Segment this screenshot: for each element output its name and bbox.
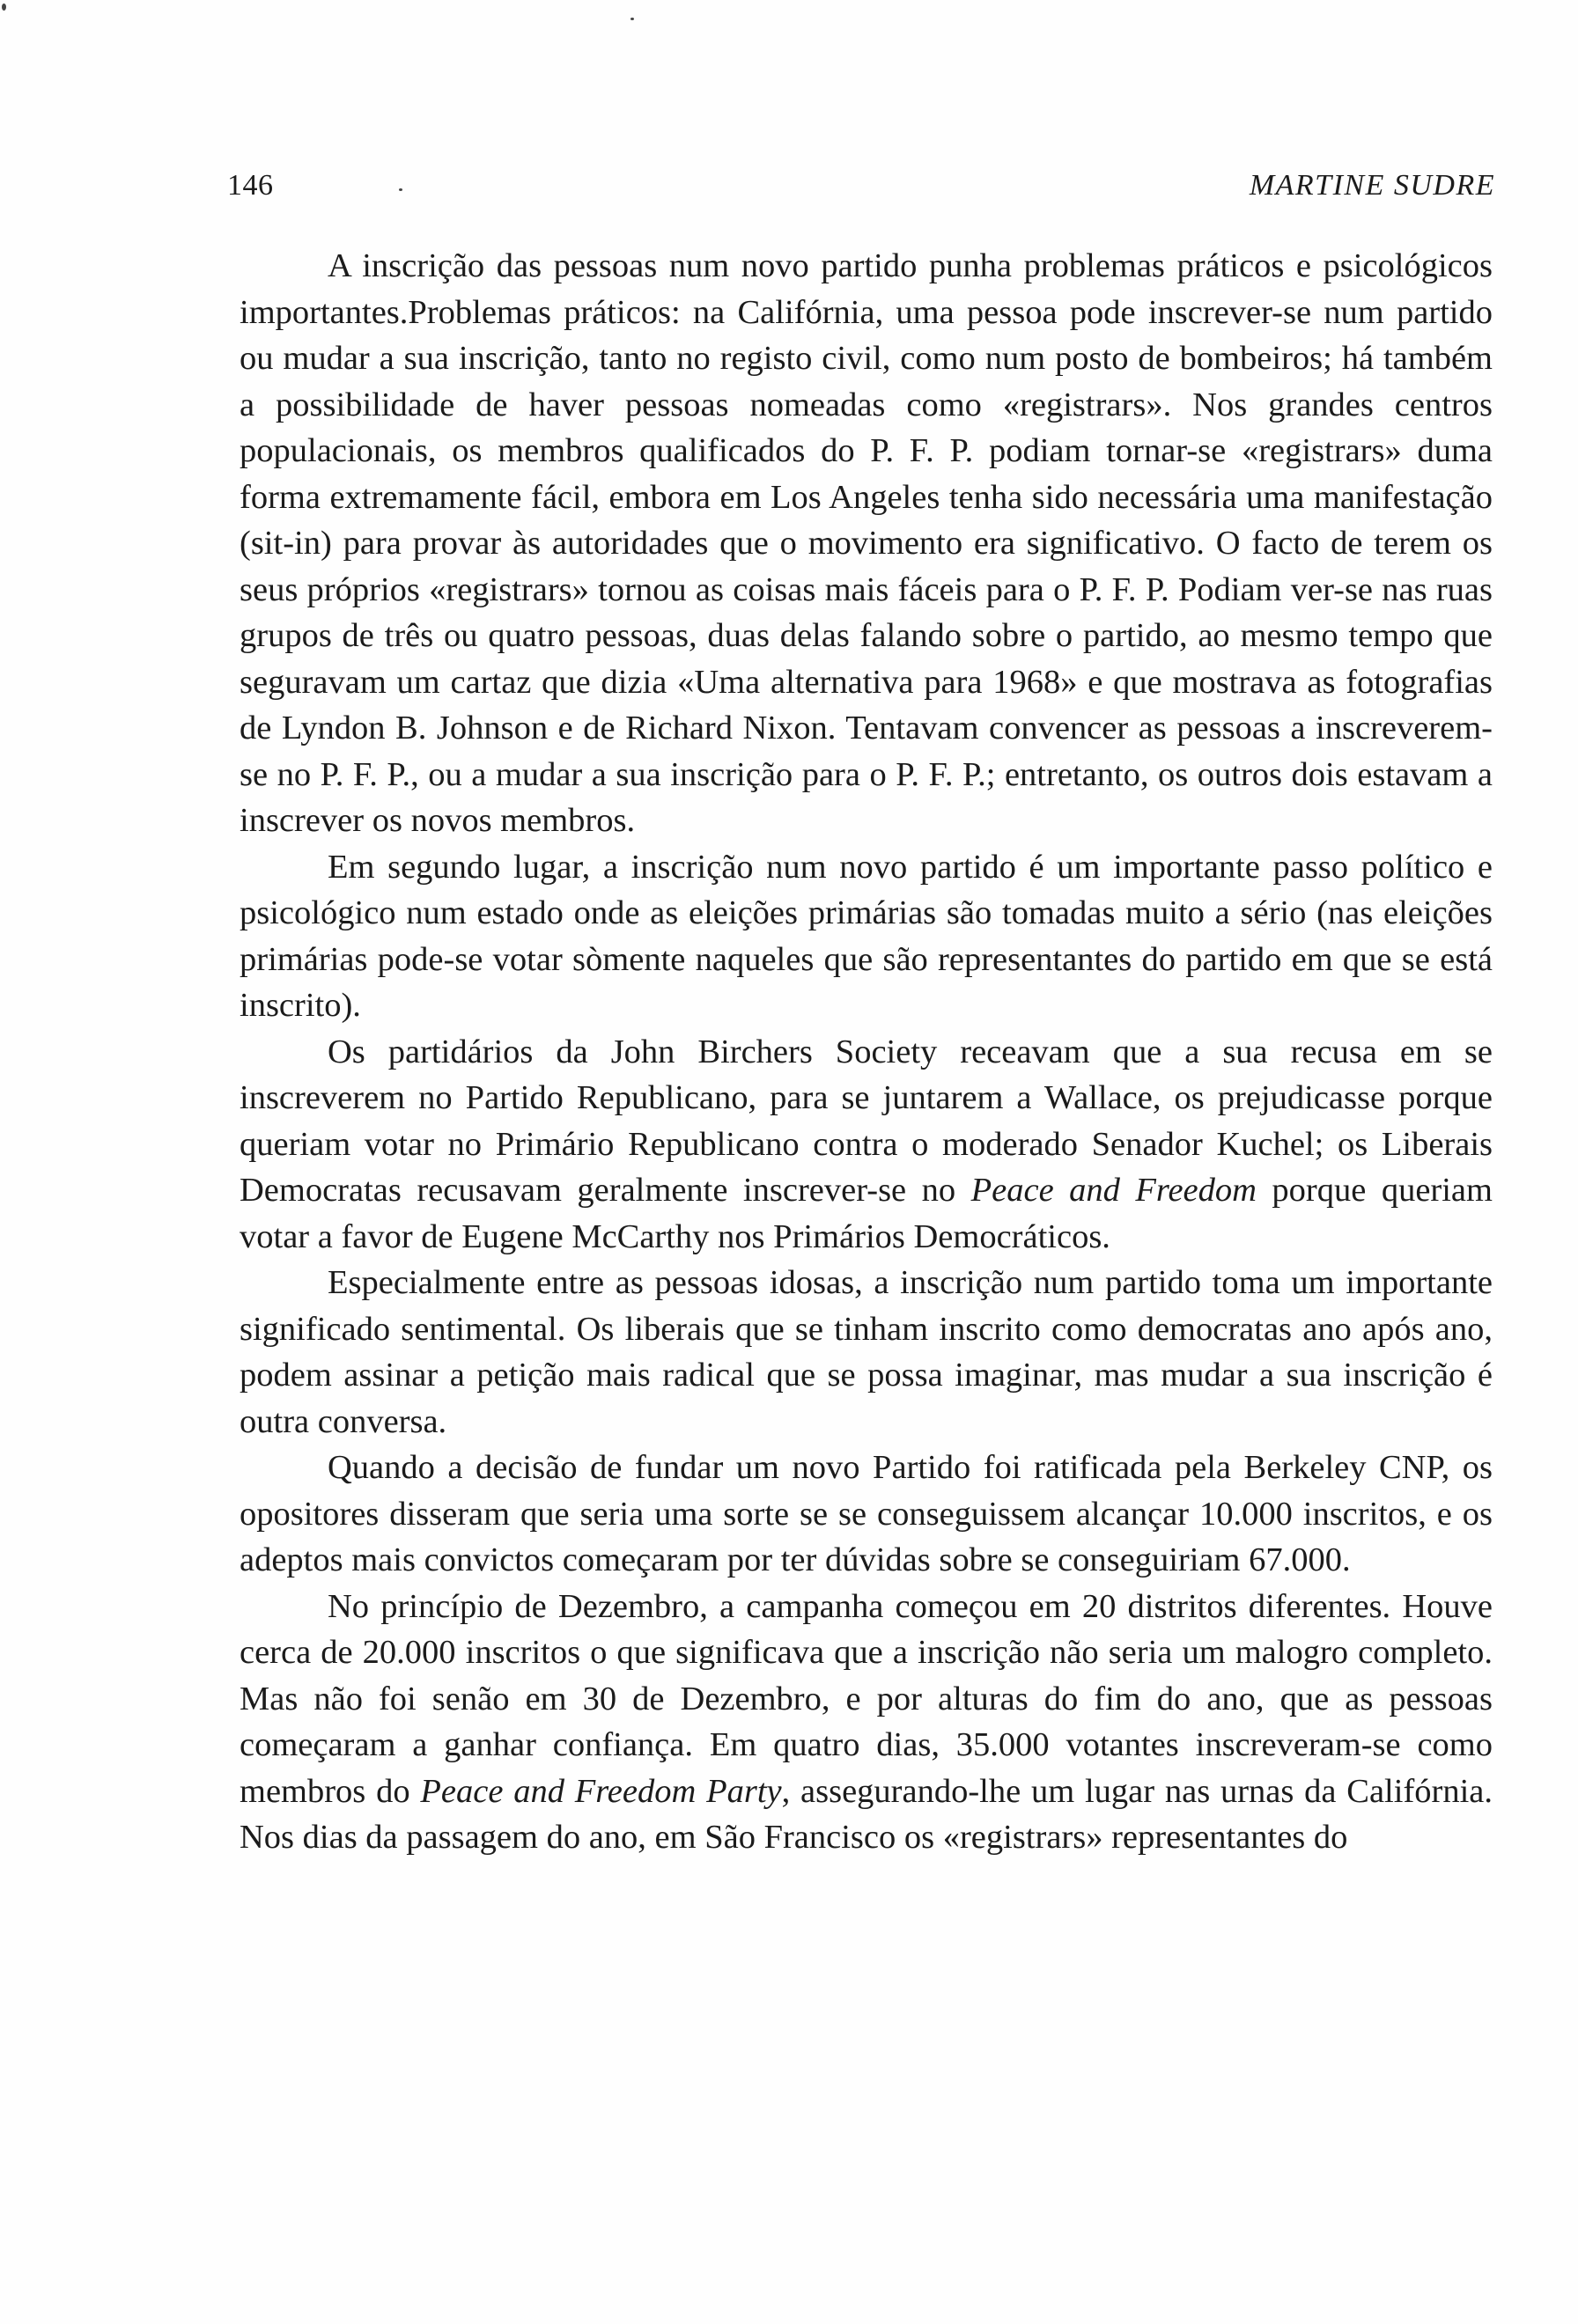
paragraph-2 [240,844,1493,1029]
paragraph-5 [240,1445,1493,1584]
paragraph-text: , assegurando-lhe um lugar nas urnas da Califórnia. Nos dias da passagem do ano, em São Francisco os «registrars» representantes do [240,1772,1493,1856]
page-number: 146 [227,169,274,202]
italic-party-name: Peace and Freedom [970,1172,1257,1209]
italic-party-name: Peace and Freedom Party [420,1772,782,1810]
paragraph-text: Em segundo lugar, a inscrição num novo partido é um importante passo político e psicológico num estado onde as eleições primárias são tomadas muito a sério (nas eleições primárias pode-se votar sòmente naqueles que são representantes do partido em que se está inscrito). [240,848,1493,1024]
paragraph-text: Os partidários da John Birchers Society receavam que a sua recusa em se inscreverem no Partido Republicano, para se juntarem a Wallace, os prejudicasse porque queriam votar no Primário Republicano contra o moderado Senador Kuchel; os Liberais Democratas recusavam geralmente inscrever-se no [240,1033,1493,1209]
paragraph-text: Quando a decisão de fundar um novo Partido foi ratificada pela Berkeley CNP, os opositores disseram que seria uma sorte se se conseguissem alcançar 10.000 inscritos, e os adeptos mais convictos começaram por ter dúvidas sobre se conseguiriam 67.000. [240,1449,1493,1578]
running-head-author: MARTINE SUDRE [1249,169,1495,202]
scan-speck [2,4,6,11]
paragraph-text: No princípio de Dezembro, a campanha começou em 20 distritos diferentes. Houve cerca de 20.000 inscritos o que significava que a inscrição não seria um malogro completo. Mas não foi senão em 30 de Dezembro, e por alturas do fim do ano, que as pessoas começaram a ganhar confiança. Em quatro dias, 35.000 votantes inscreveram-se como membros do [240,1587,1493,1810]
paragraph-text: porque queriam votar a favor de Eugene McCarthy nos Primários Democráticos. [240,1172,1493,1255]
scan-speck [630,18,634,20]
paragraph-text: Especialmente entre as pessoas idosas, a inscrição num partido toma um importante significado sentimental. Os liberais que se tinham inscrito como democratas ano após ano, podem assinar a petição mais radical que se possa imaginar, mas mudar a sua inscrição é outra conversa. [240,1264,1493,1440]
paragraph-text: A inscrição das pessoas num novo partido punha problemas práticos e psicológicos importantes.Problemas práticos: na Califórnia, uma pessoa pode inscrever-se num partido ou mudar a sua inscrição, tanto no registo civil, como num posto de bombeiros; há também a possibilidade de haver pessoas nomeadas como «registrars». Nos grandes centros populacionais, os membros qualificados do P. F. P. podiam tornar-se «registrars» duma forma extremamente fácil, embora em Los Angeles tenha sido necessária uma manifestação (sit-in) para provar às autoridades que o movimento era significativo. O facto de terem os seus próprios «registrars» tornou as coisas mais fáceis para o P. F. P. Podiam ver-se nas ruas grupos de três ou quatro pessoas, duas delas falando sobre o partido, ao mesmo tempo que seguravam um cartaz que dizia «Uma alternativa para 1968» e que mostrava as fotografias de Lyndon B. Johnson e de Richard Nixon. Tentavam convencer as pessoas a inscreverem-se no P. F. P., ou a mudar a sua inscrição para o P. F. P.; entretanto, os outros dois estavam a inscrever os novos membros. [240,247,1493,839]
paragraph-4 [240,1260,1493,1445]
body-text [240,243,1493,1861]
page-header [227,164,1495,208]
paragraph-6 [240,1584,1493,1861]
paragraph-3 [240,1029,1493,1261]
paragraph-1 [240,243,1493,844]
